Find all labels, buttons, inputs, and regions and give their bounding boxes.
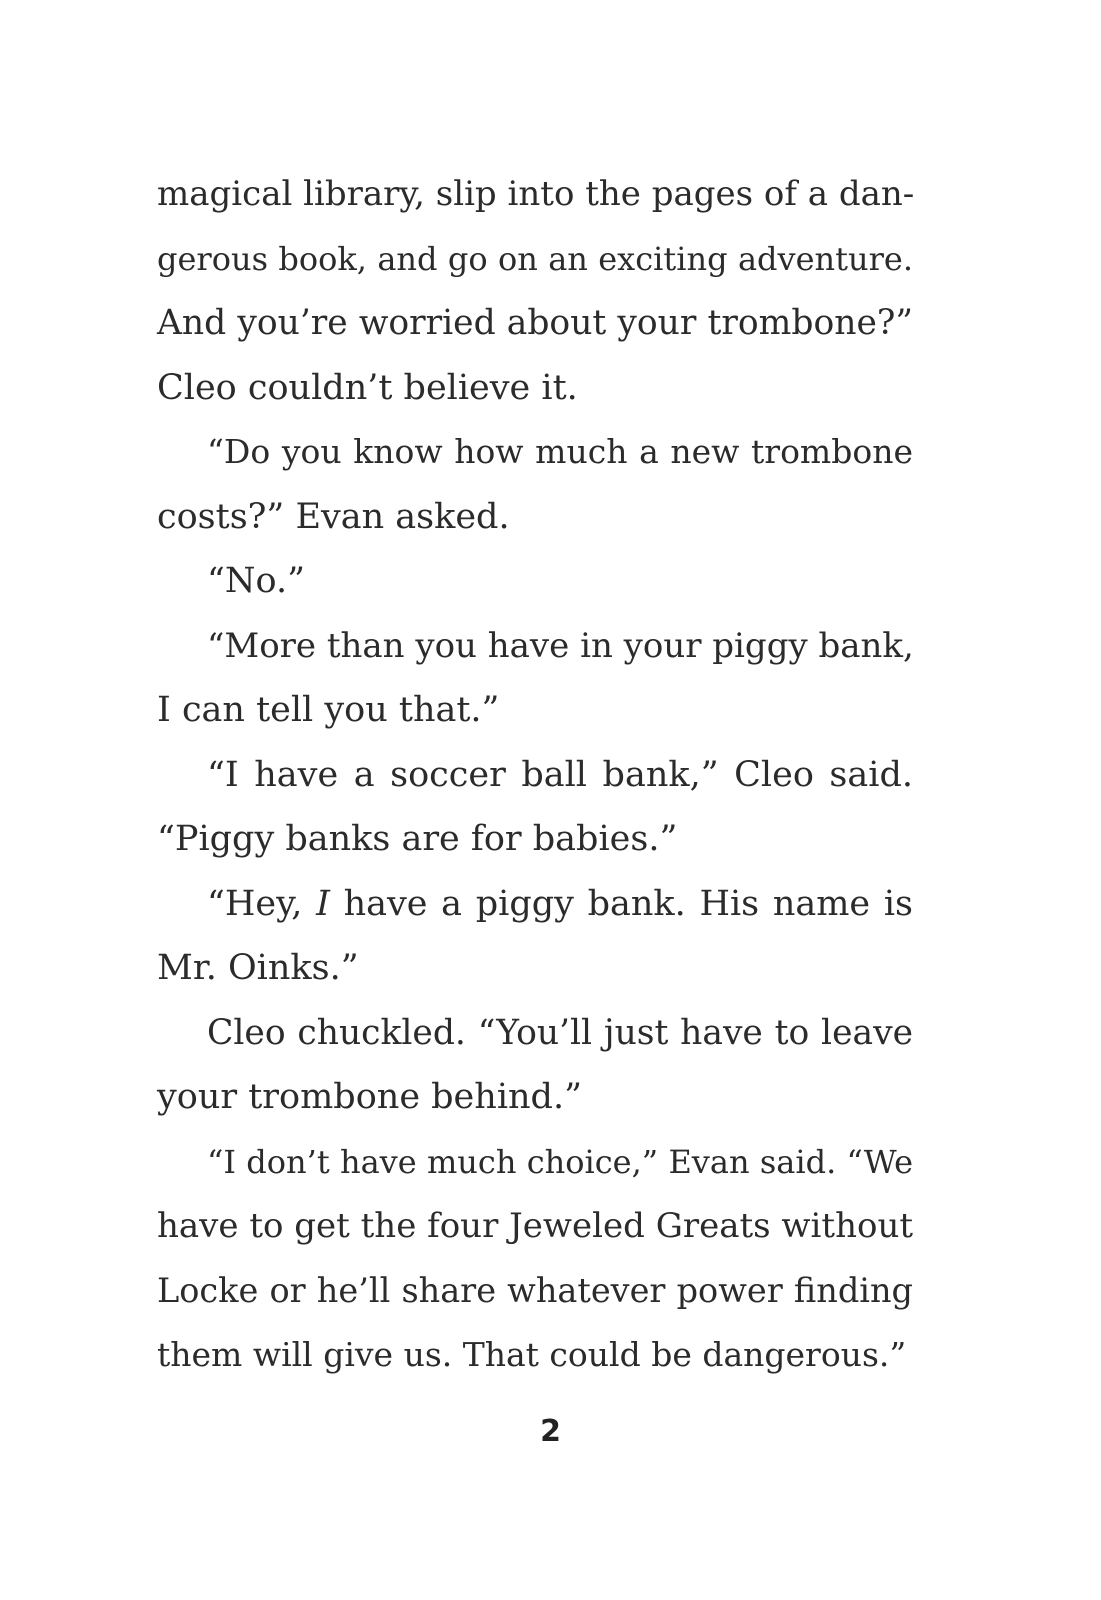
- text-segment: “More than you have in your piggy bank,: [207, 625, 914, 666]
- text-line: [157, 1323, 913, 1388]
- text-line: [157, 614, 913, 679]
- text-line: [157, 356, 913, 421]
- text-segment: “I have a soccer ball bank,” Cleo said.: [207, 754, 913, 795]
- text-segment: gerous book, and go on an exciting adventure.: [157, 239, 913, 278]
- text-segment: And you’re worried about your trombone?”: [157, 303, 913, 343]
- text-segment: “Piggy banks are for babies.”: [157, 819, 678, 859]
- text-line: [157, 485, 913, 550]
- text-segment: Cleo chuckled. “You’ll just have to leave: [207, 1012, 913, 1053]
- text-segment: Locke or he’ll share whatever power finding: [157, 1270, 913, 1310]
- text-line: [157, 872, 913, 937]
- italic-text-segment: I: [316, 883, 330, 924]
- text-segment: costs?” Evan asked.: [157, 496, 510, 537]
- text-segment: have a piggy bank. His name is: [329, 883, 913, 924]
- text-segment: “No.”: [207, 561, 305, 601]
- text-line: [157, 1130, 913, 1195]
- text-segment: I can tell you that.”: [157, 690, 500, 730]
- text-segment: “I don’t have much choice,” Evan said. “We: [207, 1142, 913, 1181]
- text-segment: “Hey,: [207, 883, 317, 924]
- text-segment: your trombone behind.”: [157, 1077, 582, 1117]
- text-line: [157, 1001, 913, 1066]
- body-text: [157, 162, 913, 1388]
- text-segment: magical library, slip into the pages of a dan-: [157, 174, 915, 214]
- text-line: [157, 743, 913, 808]
- page-number: 2: [540, 1414, 561, 1449]
- text-line: [157, 549, 913, 614]
- text-line: [157, 807, 913, 872]
- text-segment: “Do you know how much a new trombone: [207, 432, 913, 471]
- text-line: [157, 291, 913, 356]
- text-line: [157, 1194, 913, 1259]
- text-segment: have to get the four Jeweled Greats without: [157, 1206, 913, 1246]
- text-segment: them will give us. That could be dangerous.”: [157, 1335, 907, 1374]
- text-line: [157, 1065, 913, 1130]
- text-segment: Cleo couldn’t believe it.: [157, 367, 578, 408]
- text-line: [157, 420, 913, 485]
- text-line: [157, 162, 913, 227]
- text-segment: Mr. Oinks.”: [157, 948, 359, 988]
- text-line: [157, 227, 913, 292]
- text-line: [157, 936, 913, 1001]
- text-line: [157, 678, 913, 743]
- text-line: [157, 1259, 913, 1324]
